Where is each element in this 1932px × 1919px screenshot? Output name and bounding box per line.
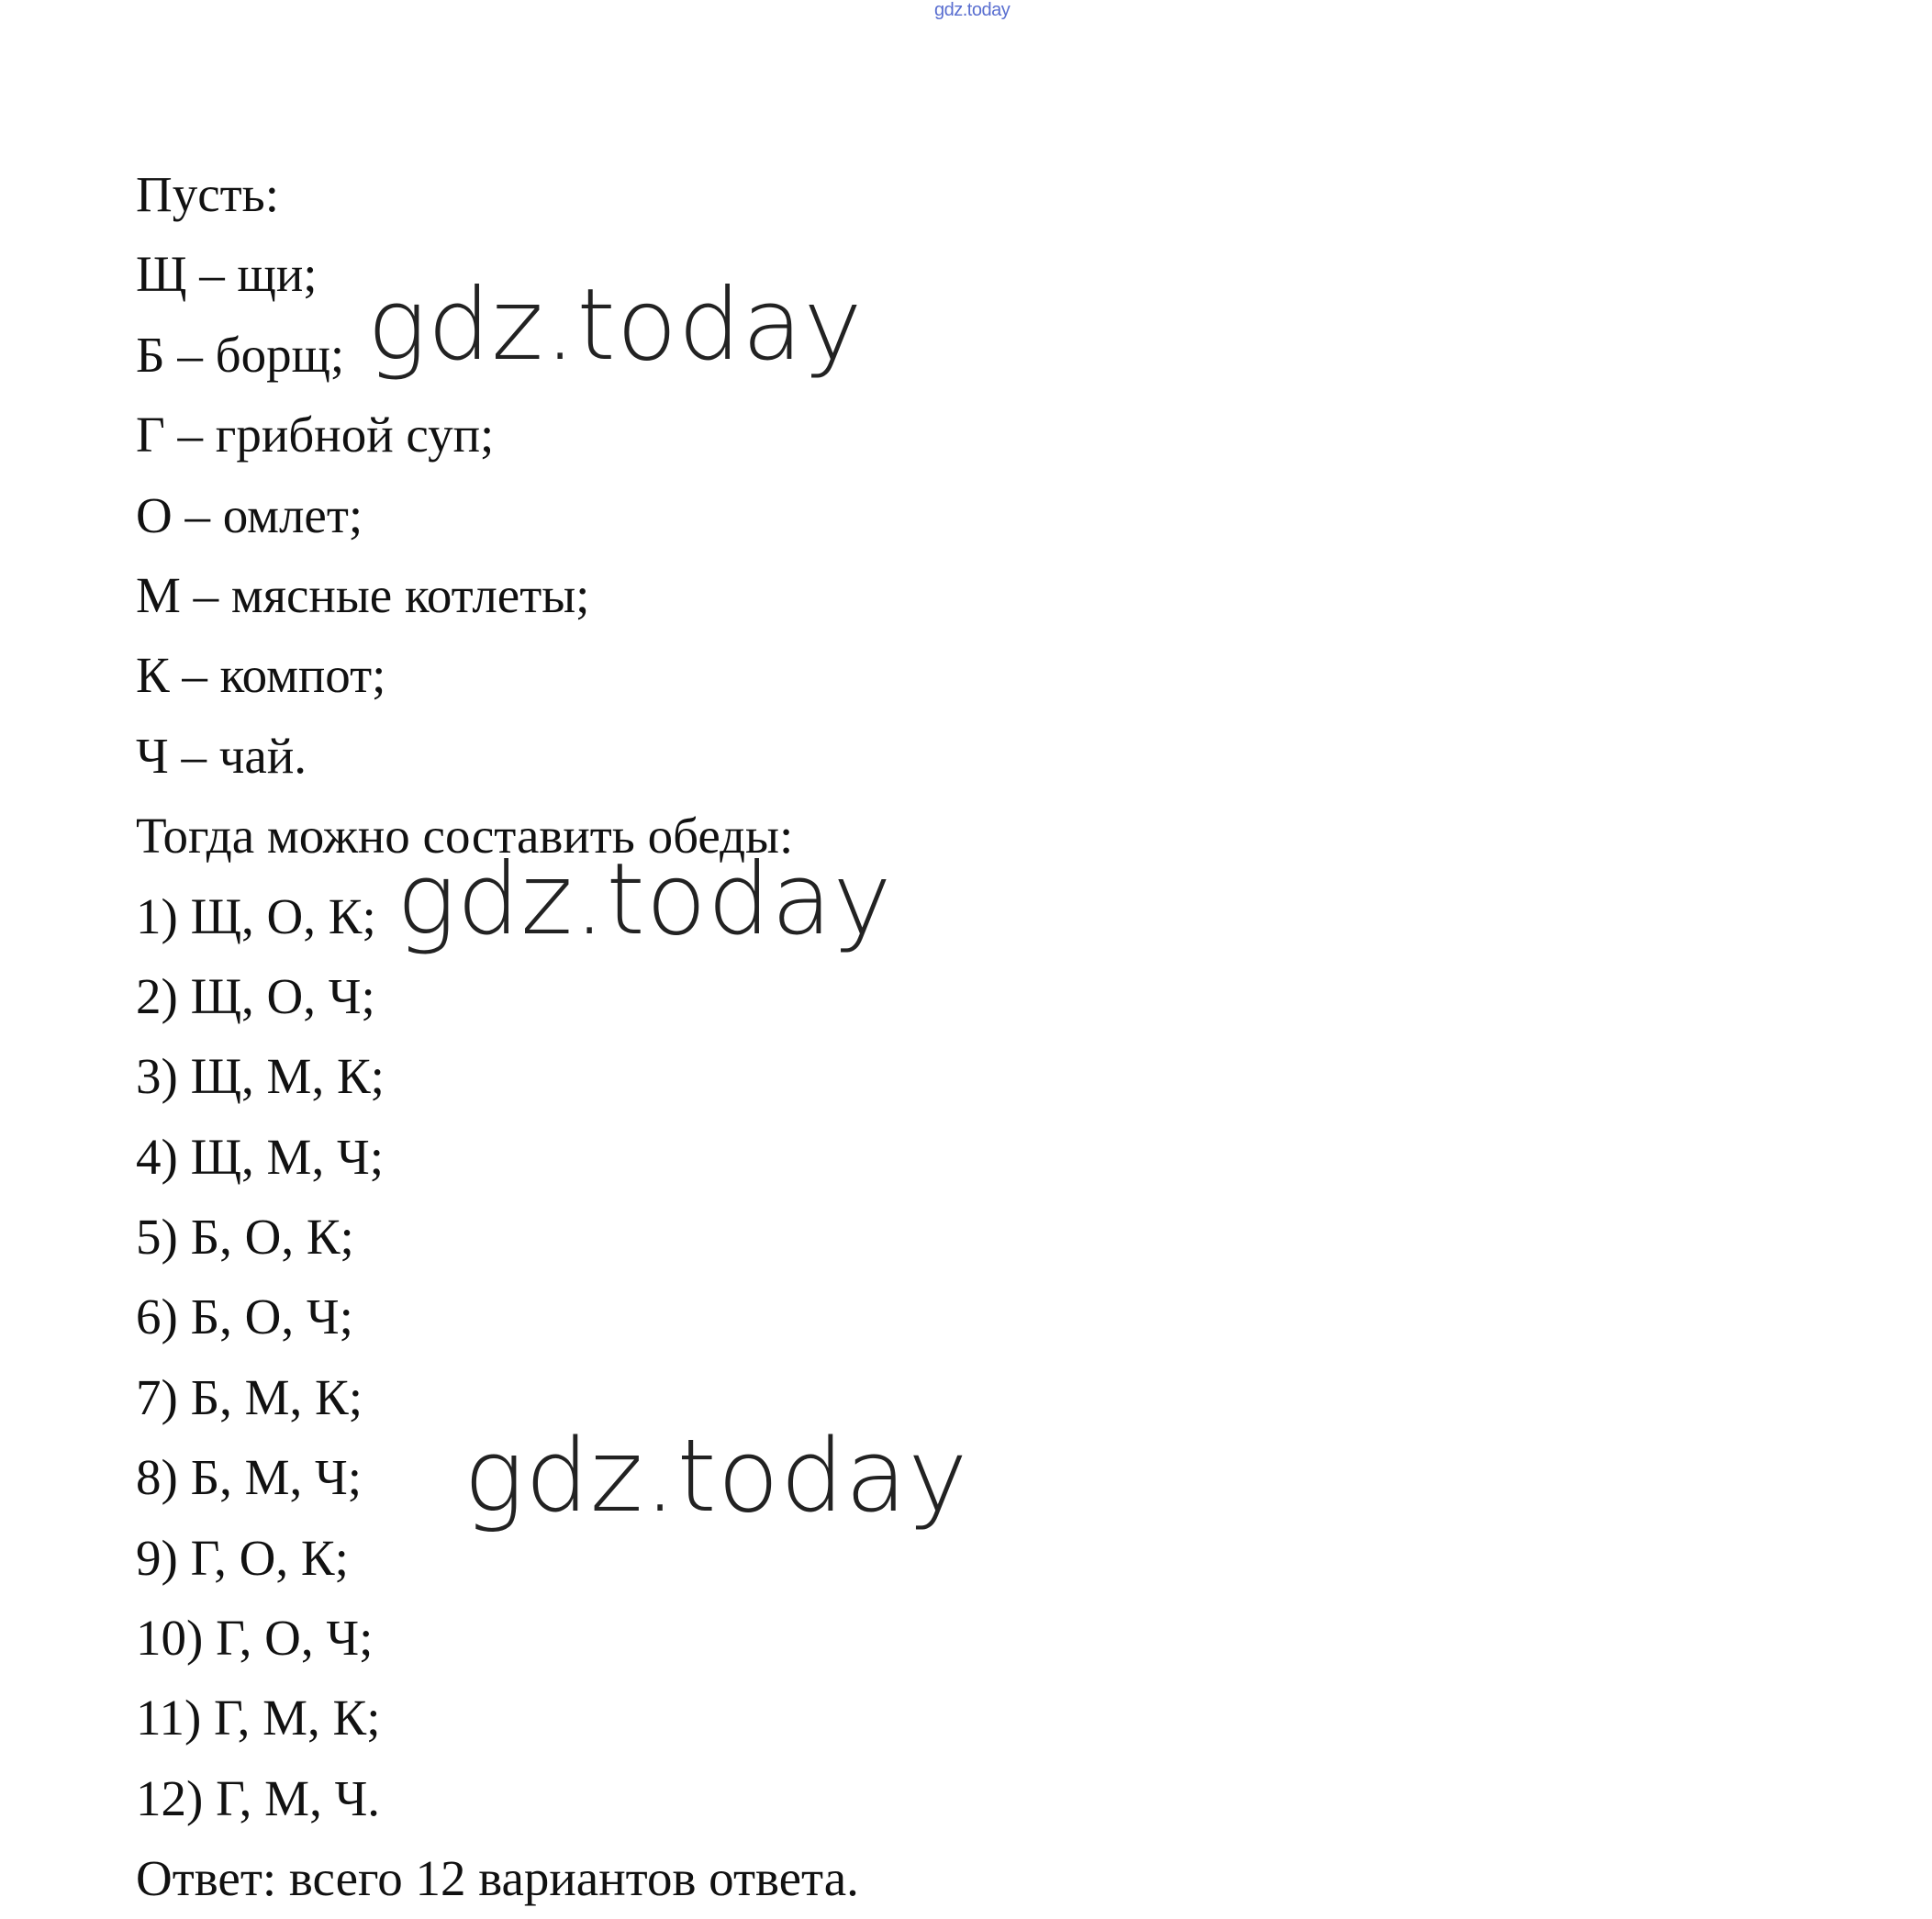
definition-line: К – компот; <box>136 647 386 704</box>
definition-line: О – омлет; <box>136 486 363 543</box>
combination-line: 3) Щ, М, К; <box>136 1048 385 1105</box>
combination-line: 1) Щ, О, К; <box>136 887 376 944</box>
combination-line: 8) Б, М, Ч; <box>136 1449 363 1506</box>
combination-line: 6) Б, О, Ч; <box>136 1289 353 1345</box>
definition-line: Г – грибной суп; <box>136 407 495 463</box>
combination-line: 9) Г, О, К; <box>136 1529 349 1586</box>
watermark-text: gdz.today <box>367 268 864 383</box>
combination-line: 12) Г, М, Ч. <box>136 1769 381 1826</box>
watermark-text: gdz.today <box>463 1417 969 1534</box>
combination-line: 5) Б, О, К; <box>136 1209 354 1266</box>
header-watermark: gdz.today <box>934 0 1011 20</box>
definition-line: Щ – щи; <box>136 246 318 303</box>
definition-line: Ч – чай. <box>136 727 307 784</box>
definition-line: М – мясные котлеты; <box>136 566 590 623</box>
answer-line: Ответ: всего 12 вариантов ответа. <box>136 1850 859 1907</box>
combination-line: 11) Г, М, К; <box>136 1690 381 1746</box>
combination-line: 7) Б, М, К; <box>136 1368 363 1425</box>
definition-line: Б – борщ; <box>136 326 345 383</box>
solution-text <box>136 154 859 1919</box>
combination-line: 10) Г, О, Ч; <box>136 1610 374 1667</box>
watermark-text: gdz.today <box>396 842 893 957</box>
combination-line: 2) Щ, О, Ч; <box>136 967 375 1024</box>
lead-line: Тогда можно составить обеды: <box>136 808 794 865</box>
combination-line: 4) Щ, М, Ч; <box>136 1128 384 1185</box>
intro-line: Пусть: <box>136 166 280 222</box>
